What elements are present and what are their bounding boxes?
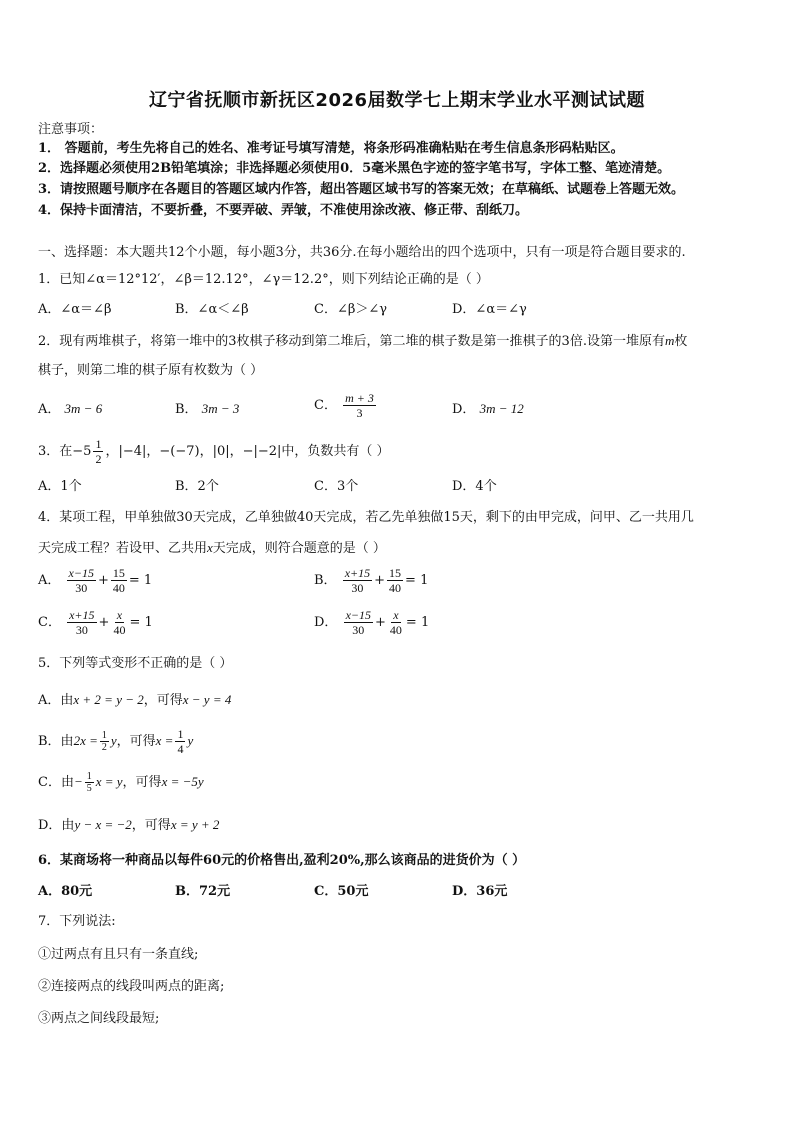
plus-sign: + bbox=[374, 573, 386, 588]
q4-c-fraction-2 bbox=[111, 608, 127, 637]
equals-one: = 1 bbox=[129, 615, 153, 630]
fraction-numerator: x bbox=[393, 608, 399, 622]
q2-option-d-expr: 3m − 12 bbox=[479, 401, 524, 416]
q7-statement-1: ①过两点有且只有一条直线; bbox=[38, 947, 199, 962]
fraction-numerator: x−15 bbox=[68, 566, 94, 580]
question-3-stem bbox=[38, 437, 390, 466]
q5-c-result: x = −5y bbox=[161, 774, 204, 789]
q4-option-a bbox=[38, 566, 152, 595]
q7-statement-2: ②连接两点的线段叫两点的距离; bbox=[38, 979, 225, 994]
q5-d-expression: y − x = −2 bbox=[74, 817, 132, 832]
fraction-denominator: 2 bbox=[95, 452, 102, 466]
q3-rest: ，|−4|，−(−7)，|0|，−|−2|中，负数共有（ ） bbox=[105, 444, 390, 459]
q5-b-expression-a: 2x = bbox=[73, 733, 98, 748]
q2-option-c bbox=[314, 391, 378, 420]
q1-option-b: B．∠α＜∠β bbox=[175, 302, 249, 317]
fraction-numerator: 1 bbox=[101, 730, 107, 741]
q6-option-a: A．80元 bbox=[38, 884, 93, 899]
question-6-stem: 6．某商场将一种商品以每件60元的价格售出,盈利20%,那么该商品的进货价为（ ） bbox=[38, 853, 526, 868]
fraction-numerator: x bbox=[116, 608, 123, 622]
q5-option-a-label: A．由 bbox=[38, 693, 74, 708]
q2-option-b bbox=[175, 400, 239, 419]
question-5-stem: 5．下列等式变形不正确的是（ ） bbox=[38, 656, 233, 671]
fraction-numerator: x−15 bbox=[345, 608, 372, 622]
q1-option-d: D．∠α＝∠γ bbox=[452, 302, 527, 317]
q4-option-d bbox=[314, 608, 429, 637]
q2-option-d bbox=[452, 400, 524, 419]
fraction-numerator: 15 bbox=[389, 566, 402, 580]
fraction-numerator: 1 bbox=[86, 771, 92, 782]
q3-fraction bbox=[93, 437, 103, 466]
q4-d-fraction-1 bbox=[344, 608, 373, 637]
q4-stem-part-b: 天完成，则符合题意的是（ ） bbox=[212, 541, 386, 556]
fraction-denominator: 40 bbox=[389, 581, 402, 595]
fraction-denominator: 40 bbox=[113, 623, 126, 637]
q5-option-a bbox=[38, 691, 231, 710]
equals-one: = 1 bbox=[405, 615, 430, 630]
q5-option-b bbox=[38, 727, 193, 756]
q2-stem-text: 2．现有两堆棋子，将第一堆中的3枚棋子移动到第二堆后，第二堆的棋子数是第一推棋子的3倍.设第一堆原有 bbox=[38, 334, 665, 349]
q2-option-d-label: D． bbox=[452, 402, 476, 417]
q2-option-b-expr: 3m − 3 bbox=[201, 401, 240, 416]
fraction-denominator: 5 bbox=[86, 783, 92, 794]
q6-option-c: C．50元 bbox=[314, 884, 369, 899]
q5-a-connector: ，可得 bbox=[143, 693, 183, 708]
fraction-denominator: 40 bbox=[112, 581, 125, 595]
q5-c-expression-b: x = y bbox=[95, 774, 123, 789]
q5-b-expression-b: y bbox=[110, 733, 117, 748]
plus-sign: + bbox=[98, 615, 110, 630]
q1-option-c: C．∠β＞∠γ bbox=[314, 302, 388, 317]
plus-sign: + bbox=[97, 573, 109, 588]
q5-b-fraction bbox=[100, 730, 109, 753]
q2-option-c-fraction bbox=[343, 391, 376, 420]
question-4-stem-line1: 4．某项工程，甲单独做30天完成，乙单独做40天完成，若乙先单独做15天，剩下的由甲完成，问甲、乙一共用几 bbox=[38, 510, 694, 525]
fraction-denominator: 30 bbox=[75, 623, 88, 637]
q3-option-b: B．2个 bbox=[175, 479, 219, 494]
fraction-denominator: 40 bbox=[389, 623, 402, 637]
notice-item-1: 1． 答题前，考生先将自己的姓名、准考证号填写清楚，将条形码准确粘贴在考生信息条形码粘贴区。 bbox=[38, 141, 624, 156]
q4-option-d-label: D． bbox=[314, 615, 338, 630]
q5-b-connector: ，可得 bbox=[116, 734, 156, 749]
page-title: 辽宁省抚顺市新抚区2026届数学七上期末学业水平测试试题 bbox=[148, 90, 646, 111]
plus-sign: + bbox=[375, 615, 386, 630]
q3-option-d: D．4个 bbox=[452, 479, 497, 494]
fraction-numerator: 1 bbox=[177, 727, 184, 741]
q5-option-b-label: B．由 bbox=[38, 734, 74, 749]
q1-option-a: A．∠α＝∠β bbox=[38, 302, 112, 317]
q4-variable: x bbox=[207, 540, 213, 555]
q4-b-fraction-2 bbox=[387, 566, 403, 595]
q5-c-fraction bbox=[85, 771, 94, 794]
fraction-denominator: 4 bbox=[177, 742, 184, 756]
question-1-stem: 1．已知∠α＝12°12′，∠β＝12.12°，∠γ＝12.2°，则下列结论正确的是（ ） bbox=[38, 272, 489, 287]
q2-option-a-label: A． bbox=[38, 402, 61, 417]
fraction-denominator: 30 bbox=[75, 581, 88, 595]
q4-option-b bbox=[314, 566, 428, 595]
q2-option-a-expr: 3m − 6 bbox=[64, 401, 103, 416]
fraction-numerator: 1 bbox=[95, 437, 102, 451]
q4-option-b-label: B． bbox=[314, 573, 337, 588]
fraction-denominator: 30 bbox=[351, 581, 364, 595]
q5-option-d bbox=[38, 816, 219, 835]
q3-negative-number: −5 bbox=[72, 444, 92, 459]
fraction-numerator: x+15 bbox=[69, 608, 95, 622]
fraction-denominator: 3 bbox=[356, 406, 363, 420]
notice-item-2: 2．选择题必须使用2B铅笔填涂；非选择题必须使用0．5毫米黑色字迹的签字笔书写，字体工整、笔迹清楚。 bbox=[38, 161, 671, 176]
q2-option-a bbox=[38, 400, 102, 419]
q4-option-c bbox=[38, 608, 153, 637]
q3-option-c: C．3个 bbox=[314, 479, 359, 494]
q4-option-c-label: C． bbox=[38, 615, 61, 630]
section-heading: 一、选择题：本大题共12个小题，每小题3分，共36分.在每小题给出的四个选项中，只有一项是符合题目要求的. bbox=[38, 245, 686, 260]
notice-item-3: 3．请按照题号顺序在各题目的答题区域内作答，超出答题区域书写的答案无效；在草稿纸、试题卷上答题无效。 bbox=[38, 182, 685, 197]
fraction-denominator: 2 bbox=[101, 742, 107, 753]
question-4-stem-line2 bbox=[38, 539, 386, 558]
question-2-stem-line2: 棋子，则第二堆的棋子原有枚数为（ ） bbox=[38, 363, 264, 378]
notice-item-4: 4．保持卡面清洁，不要折叠，不要弄破、弄皱，不准使用涂改液、修正带、刮纸刀。 bbox=[38, 203, 529, 218]
q3-prefix: 3．在 bbox=[38, 444, 73, 459]
q2-stem-end: 枚 bbox=[674, 334, 688, 349]
q6-option-d: D．36元 bbox=[452, 884, 508, 899]
q2-variable: m bbox=[664, 333, 675, 348]
q5-c-connector: ，可得 bbox=[122, 775, 162, 790]
q5-d-result: x = y + 2 bbox=[170, 817, 220, 832]
fraction-numerator: m + 3 bbox=[345, 391, 374, 405]
q6-option-b: B．72元 bbox=[175, 884, 231, 899]
q5-b-result-b: y bbox=[187, 733, 194, 748]
q5-option-d-label: D．由 bbox=[38, 818, 75, 833]
fraction-denominator: 30 bbox=[352, 623, 365, 637]
equals-one: = 1 bbox=[405, 573, 429, 588]
equals-one: = 1 bbox=[128, 573, 153, 588]
q5-a-expression: x + 2 = y − 2 bbox=[73, 692, 144, 707]
q4-option-a-label: A． bbox=[38, 573, 61, 588]
q5-d-connector: ，可得 bbox=[131, 818, 171, 833]
q4-a-fraction-1 bbox=[67, 566, 96, 595]
q2-option-c-label: C． bbox=[314, 398, 337, 413]
q4-stem-part-a: 天完成工程？若设甲、乙共用 bbox=[38, 541, 208, 556]
fraction-numerator: 15 bbox=[112, 566, 125, 580]
notice-heading: 注意事项： bbox=[38, 122, 104, 137]
q4-c-fraction-1 bbox=[67, 608, 96, 637]
q3-option-a: A．1个 bbox=[38, 479, 82, 494]
q5-option-c-label: C．由 bbox=[38, 775, 74, 790]
q5-option-c bbox=[38, 771, 204, 794]
q5-b-result-a: x = bbox=[155, 733, 174, 748]
fraction-numerator: x+15 bbox=[344, 566, 371, 580]
q7-statement-3: ③两点之间线段最短; bbox=[38, 1011, 160, 1026]
q4-b-fraction-1 bbox=[343, 566, 372, 595]
q5-a-result: x − y = 4 bbox=[182, 692, 232, 707]
q4-d-fraction-2 bbox=[388, 608, 404, 637]
q4-a-fraction-2 bbox=[111, 566, 127, 595]
question-7-stem: 7．下列说法: bbox=[38, 914, 116, 929]
q2-option-b-label: B． bbox=[175, 402, 198, 417]
q5-b-result-fraction bbox=[175, 727, 185, 756]
question-2-stem-line1 bbox=[38, 332, 687, 351]
q5-c-expression-a: − bbox=[73, 774, 83, 789]
